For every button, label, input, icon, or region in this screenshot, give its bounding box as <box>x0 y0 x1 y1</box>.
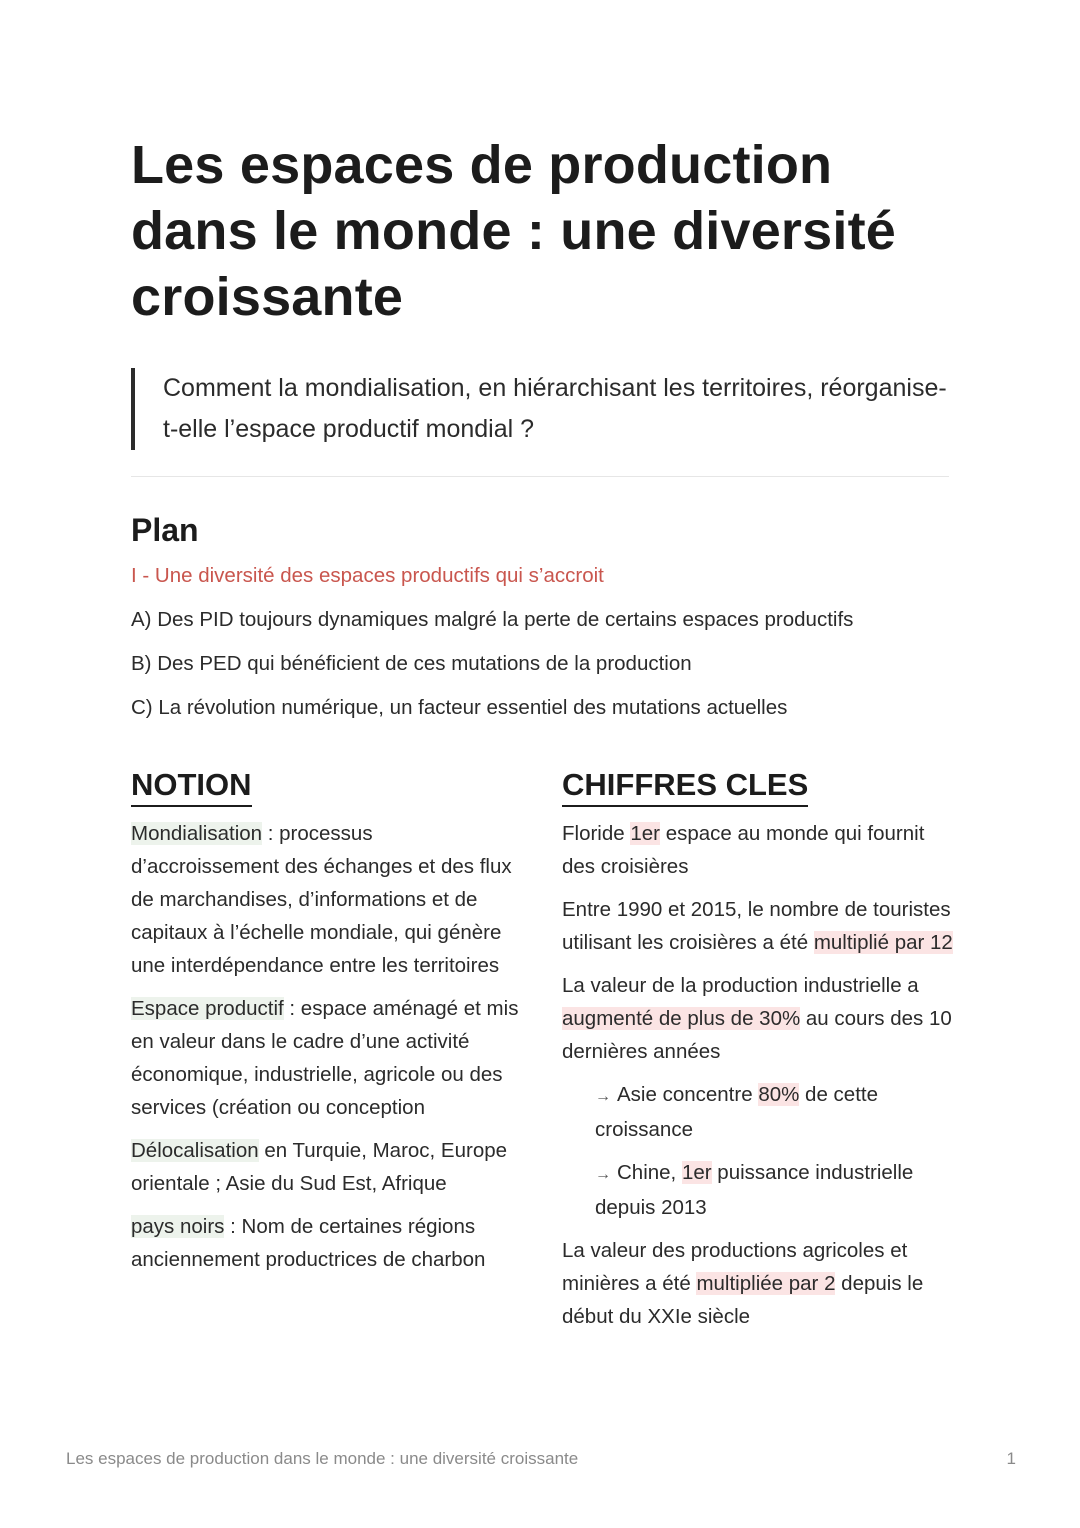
notion-definition: : espace aménagé et mis en valeur dans le cadre d’une activité économique, industrielle, agricole ou des services (création ou conception <box>131 997 519 1119</box>
key-figure-highlight: 1er <box>630 822 660 845</box>
key-figure-text: Entre 1990 et 2015, le nombre de touristes utilisant les croisières a été <box>562 898 951 954</box>
key-figure <box>562 817 954 883</box>
page-footer <box>66 1448 1016 1470</box>
key-figure-text: espace au monde qui fournit des croisières <box>562 822 925 878</box>
notion-heading: NOTION <box>131 765 252 807</box>
plan-item-part-1: I - Une diversité des espaces productifs qui s’accroit <box>131 564 604 587</box>
arrow-right-icon: → <box>595 1166 611 1183</box>
key-figure-highlight: 80% <box>758 1083 800 1106</box>
key-figure-text: La valeur des productions agricoles et minières a été <box>562 1239 908 1295</box>
plan-heading: Plan <box>131 512 199 548</box>
notion-entry <box>131 1210 521 1276</box>
plan-item-b: B) Des PED qui bénéficient de ces mutations de la production <box>131 652 692 675</box>
notion-definition: : Nom de certaines régions anciennement productrices de charbon <box>131 1215 486 1271</box>
key-figure <box>562 969 954 1068</box>
key-figure-sub <box>562 1078 954 1146</box>
key-figure-highlight: multipliée par 2 <box>696 1272 836 1295</box>
key-figure-text: de cette croissance <box>595 1083 878 1141</box>
plan-list <box>131 560 949 736</box>
notion-definition: : processus d’accroissement des échanges et des flux de marchandises, d’informations et de capitaux à l’échelle mondiale, qui génère une interdépendance entre les territoires <box>131 822 512 977</box>
notion-entry <box>131 992 521 1124</box>
key-figure-text: Floride <box>562 822 631 845</box>
chiffres-column <box>562 765 954 1343</box>
key-figure-highlight: multiplié par 12 <box>813 931 953 954</box>
plan-item-a: A) Des PID toujours dynamiques malgré la perte de certains espaces productifs <box>131 608 854 631</box>
page-number: 1 <box>1006 1449 1016 1468</box>
key-figure-highlight: augmenté de plus de 30% <box>562 1007 801 1030</box>
key-figure-sub <box>562 1156 954 1224</box>
key-figure-highlight: 1er <box>681 1161 712 1184</box>
key-figure-text: Asie concentre <box>617 1083 759 1106</box>
guiding-question: Comment la mondialisation, en hiérarchisant les territoires, réorganise-t-elle l’espace productif mondial ? <box>131 368 949 450</box>
notion-term: Mondialisation <box>131 822 263 845</box>
notion-term: Espace productif <box>131 997 284 1020</box>
key-figure-text: au cours des 10 dernières années <box>562 1007 952 1063</box>
notion-entry <box>131 817 521 982</box>
chiffres-heading: CHIFFRES CLES <box>562 765 808 807</box>
plan-item-c: C) La révolution numérique, un facteur essentiel des mutations actuelles <box>131 696 788 719</box>
key-figure-text: puissance industrielle depuis 2013 <box>595 1161 914 1219</box>
page-title: Les espaces de production dans le monde : une diversité croissante <box>131 135 896 327</box>
notion-term: Délocalisation <box>131 1139 259 1162</box>
footer-title: Les espaces de production dans le monde : une diversité croissante <box>66 1449 579 1468</box>
notion-definition: en Turquie, Maroc, Europe orientale ; Asie du Sud Est, Afrique <box>131 1139 508 1195</box>
key-figure <box>562 1234 954 1333</box>
key-figure-text: depuis le début du XXIe siècle <box>562 1272 924 1328</box>
arrow-right-icon: → <box>595 1088 611 1105</box>
key-figure <box>562 893 954 959</box>
notion-entry <box>131 1134 521 1200</box>
notion-term: pays noirs <box>131 1215 225 1238</box>
key-figure-text: Chine, <box>617 1161 682 1184</box>
divider <box>131 476 949 477</box>
notion-column <box>131 765 521 1286</box>
key-figure-text: La valeur de la production industrielle a <box>562 974 919 997</box>
